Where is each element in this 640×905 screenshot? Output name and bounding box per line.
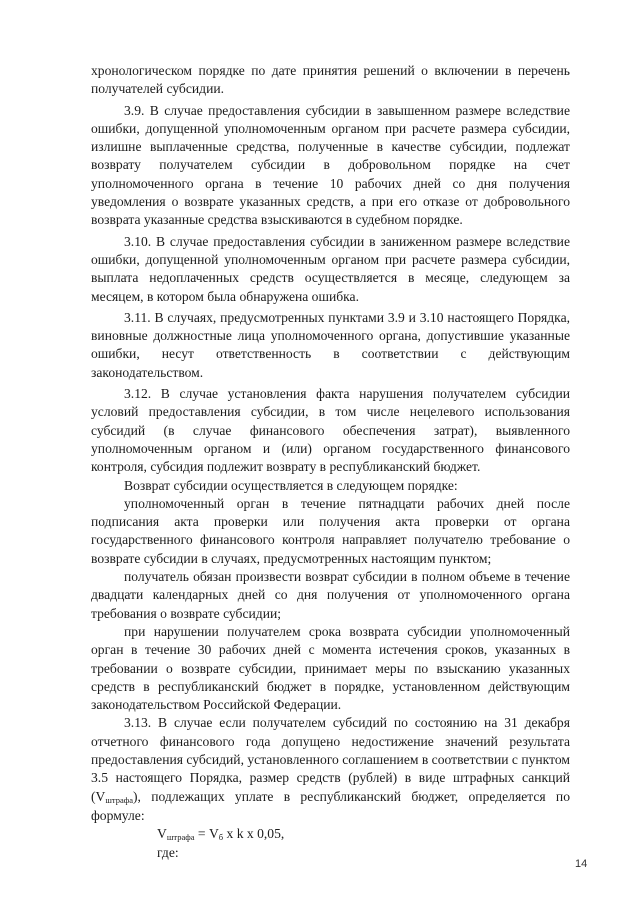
paragraph-3-13-after: ), подлежащих уплате в республиканский бюджет, определяется по формуле: — [91, 788, 570, 823]
paragraph-continuation: хронологическом порядке по дате принятия решений о включении в перечень получателей субсидии. — [91, 63, 570, 97]
paragraph-3-9: 3.9. В случае предоставления субсидии в завышенном размере вследствие ошибки, допущенной уполномоченным органом при расчете размера субсидии, излишне выплаченные средства, полученные в качестве субсидии, подлежат возврату получателем субсидии в добровольном порядке на счет уполномоченного органа в течение 10 рабочих дней со дня получения уведомления о возврате указанных средств, а при его отказе от добровольного возврата указанные средства взыскиваются в судебном порядке. — [91, 102, 570, 228]
page-number: 14 — [575, 858, 588, 870]
formula-v-subscript: штрафа — [166, 832, 195, 843]
paragraph-recipient-duty: получатель обязан произвести возврат субсидии в полном объеме в течение двадцати календарных дней со дня получения от уполномоченного органа требования о возврате субсидии; — [91, 569, 570, 621]
where-label: где: — [157, 845, 179, 861]
paragraph-3-10: 3.10. В случае предоставления субсидии в заниженном размере вследствие ошибки, допущенной уполномоченным органом при расчете размера субсидии, выплата недоплаченных средств осуществляется в месяце, следующем за месяцем, в котором была обнаружена ошибка. — [91, 233, 570, 304]
paragraph-authority-duty: уполномоченный орган в течение пятнадцати рабочих дней после подписания акта проверки или получения акта проверки от органа государственного финансового контроля направляет получателю требование о возврате субсидии в случаях, предусмотренных настоящим пунктом; — [91, 495, 570, 566]
formula-rest: x k x 0,05, — [223, 826, 285, 842]
paragraph-return-order: Возврат субсидии осуществляется в следующем порядке: — [124, 477, 458, 493]
formula-v: V — [157, 826, 167, 842]
paragraph-3-12: 3.12. В случае установления факта нарушения получателем субсидии условий предоставления субсидии, в том числе нецелевого использования субсидий (в случае финансового обеспечения затрат), выявленного уполномоченным органом и (или) органом государственного финансового контроля, субсидия подлежит возврату в республиканский бюджет. — [91, 386, 570, 475]
paragraph-3-11: 3.11. В случаях, предусмотренных пунктами 3.9 и 3.10 настоящего Порядка, виновные должностные лица уполномоченного органа, допустившие указанные ошибки, несут ответственность в соответствии с действующим законодательством. — [91, 309, 570, 380]
penalty-formula — [91, 825, 570, 844]
formula-eq: = V — [194, 826, 219, 842]
paragraph-3-13-subscript: штрафа — [105, 794, 134, 805]
paragraph-3-13 — [91, 714, 570, 825]
paragraph-3-13-before: 3.13. В случае если получателем субсидий по состоянию на 31 декабря отчетного финансового года допущено недостижение значений результата предоставления субсидий, установленного соглашением в соответствии с пунктом 3.5 настоящего Порядка, размер средств (рублей) в виде штрафных санкций (V — [91, 715, 570, 804]
document-body — [91, 62, 570, 863]
formula-vb-subscript: б — [218, 832, 224, 843]
paragraph-violation-measures: при нарушении получателем срока возврата субсидии уполномоченный орган в течение 30 рабочих дней с момента истечения сроков, указанных в требовании о возврате субсидии, принимает меры по взысканию указанных средств в республиканский бюджет в порядке, установленном действующим законодательством Российской Федерации. — [91, 623, 570, 713]
